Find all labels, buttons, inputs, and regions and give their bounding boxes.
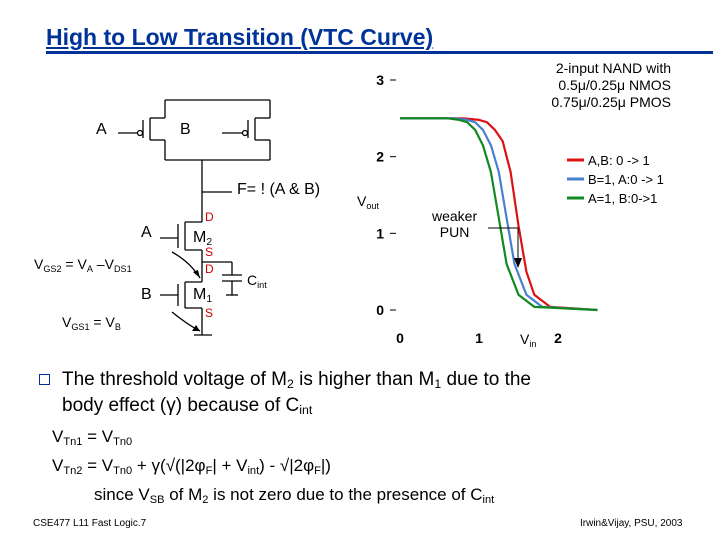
footer-credit: Irwin&Vijay, PSU, 2003 [580, 518, 683, 529]
legend-label-2: B=1, A:0 -> 1 [588, 172, 664, 187]
weaker-pun-annotation [432, 208, 477, 240]
series-line-3 [400, 118, 598, 310]
cap-sub: int [257, 280, 267, 290]
device-note-line1: 2-input NAND with [555, 60, 671, 76]
bullet-line1: The threshold voltage of $M_2$ is higher than $M_1$ due to the [62, 369, 531, 391]
device-note-line3: 0.75μ/0.25μ PMOS [551, 94, 671, 110]
m2-source-label: S [205, 245, 214, 259]
m2-drain-label: D [205, 210, 214, 224]
m2-gate-label: A [141, 224, 152, 241]
x-tick-label: 2 [554, 330, 562, 346]
m1-name: M [193, 286, 207, 303]
equation-since: since $V_{SB}$ of $M_2$ is not zero due to the presence of $C_{int}$ [94, 485, 495, 506]
footer-course: CSE477 L11 Fast Logic.7 [33, 518, 147, 529]
weaker-line2: PUN [439, 224, 470, 240]
square-bullet-icon [39, 374, 50, 385]
output-label: F= ! (A & B) [237, 181, 321, 198]
device-note-line2: 0.5μ/0.25μ NMOS [558, 77, 671, 93]
bullet-line2: body effect (γ) because of $C_{int}$ [62, 395, 313, 417]
x-tick-label: 0 [396, 330, 404, 346]
legend-label-3: A=1, B:0->1 [588, 191, 658, 206]
m1-source-label: S [205, 306, 214, 320]
x-tick-label: 1 [475, 330, 483, 346]
legend-label-1: A,B: 0 -> 1 [588, 153, 650, 168]
equation-vtn1: $V_{Tn1} = V_{Tn0}$ [52, 427, 133, 448]
pmos-a-gate-label: A [96, 121, 107, 138]
vgs1-label: $V_{GS1} = V_B$ [62, 314, 121, 332]
pmos-b-gate-label: B [180, 121, 191, 138]
equation-vtn2: $V_{Tn2} = V_{Tn0} + \gamma(√(|2\varphi_F| + V_{int}) - √|2\varphi_F|)$ [52, 456, 331, 477]
m1-gate-label: B [141, 286, 152, 303]
m1-sub: 1 [206, 294, 213, 305]
cap-c: C [247, 272, 258, 288]
m2-sub: 2 [206, 237, 213, 248]
y-tick-label: 3 [376, 72, 384, 88]
y-axis-label: $V_{out}$ [357, 193, 379, 211]
x-axis-label: $V_{in}$ [520, 331, 537, 349]
page-title: High to Low Transition (VTC Curve) [46, 24, 434, 50]
y-tick-label: 0 [376, 302, 384, 318]
y-tick-label: 2 [376, 148, 384, 165]
vgs2-label: $V_{GS2} = V_A$ $-V_{DS1}$ [34, 256, 132, 274]
m1-drain-label: D [205, 262, 214, 276]
weaker-line1: weaker [432, 208, 478, 224]
y-tick-label: 1 [376, 225, 384, 242]
m2-name: M [193, 229, 207, 246]
